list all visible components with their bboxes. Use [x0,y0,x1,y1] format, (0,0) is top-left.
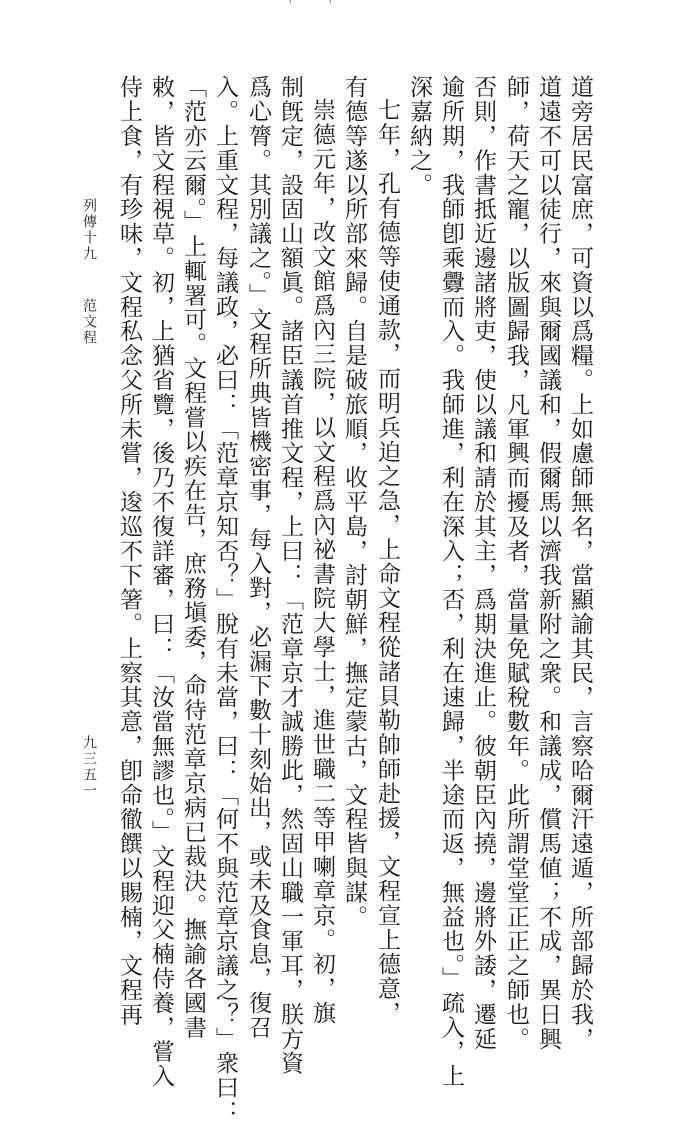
text-column: 敕，皆文程視草。初，上猶省覽，後乃不復詳審，曰：「汝當無謬也。」文程迎父楠侍養，嘗入 [148,75,174,1089]
chapter-header: 列傳十九 [81,198,97,262]
text-column: 師，荷天之寵，以版圖歸我，凡軍興而擾及者，當量免賦稅數年。此所謂堂堂正正之師也。 [503,75,529,1051]
text-column: 七年，孔有德等使通款，而明兵迫之急，上命文程從諸貝勒帥師赴援，文程宣上德意， [374,98,400,1026]
page-number: 九三五一 [81,735,97,799]
scan-mark [330,0,331,3]
text-column: 入。上重文程，每議政，必曰：「范章京知否？」脫有未當，曰：「何不與范章京議之？」衆曰： [212,75,238,1124]
text-column: 崇德元年，改文館爲內三院，以文程爲內祕書院大學士，進世職二等甲喇章京。初，旗 [309,98,335,1026]
text-column: 「范亦云爾。」上輒署可。文程嘗以疾在告，庶務塡委，命待范章京病已裁決。撫諭各國書 [180,75,206,1040]
scan-mark [290,0,291,3]
text-column: 道旁居民富庶，可資以爲糧。上如慮師無名，當顯諭其民，言察哈爾汗遠遁，所部歸於我， [567,75,593,1051]
text-column: 爲心膂。其別議之。」文程所典皆機密事，每入對，必漏下數十刻始出，或未及食息，復召 [245,75,271,1040]
text-column: 侍上食，有珍味，文程私念父所未嘗，逡巡不下箸。上察其意，卽命徹饌以賜楠，文程再 [116,75,142,1027]
text-column: 制旣定，設固山額眞。諸臣議首推文程，上曰：「范章京才誠勝此，然固山職一軍耳，朕方資 [277,75,303,1076]
text-column: 否則，作書抵近邊諸將吏，使以議和請於其主，爲期決進止。彼朝臣內撓，邊將外諉，遷延 [470,75,496,1051]
page-title: 范文程 [81,298,97,346]
text-column: 逾所期，我師卽乘釁而入。我師進，利在深入；否，利在速歸，半途而返，無益也。」疏入，上 [438,75,464,1089]
text-column: 深嘉納之。 [406,75,432,197]
text-column: 道遠不可以徒行，來與爾國議和，假爾馬以濟我新附之衆。和議成，償馬値；不成，異日興 [535,75,561,1051]
text-column: 有德等遂以所部來歸。自是破旅順，收平島，討朝鮮，撫定蒙古，文程皆與謀。 [341,75,367,929]
